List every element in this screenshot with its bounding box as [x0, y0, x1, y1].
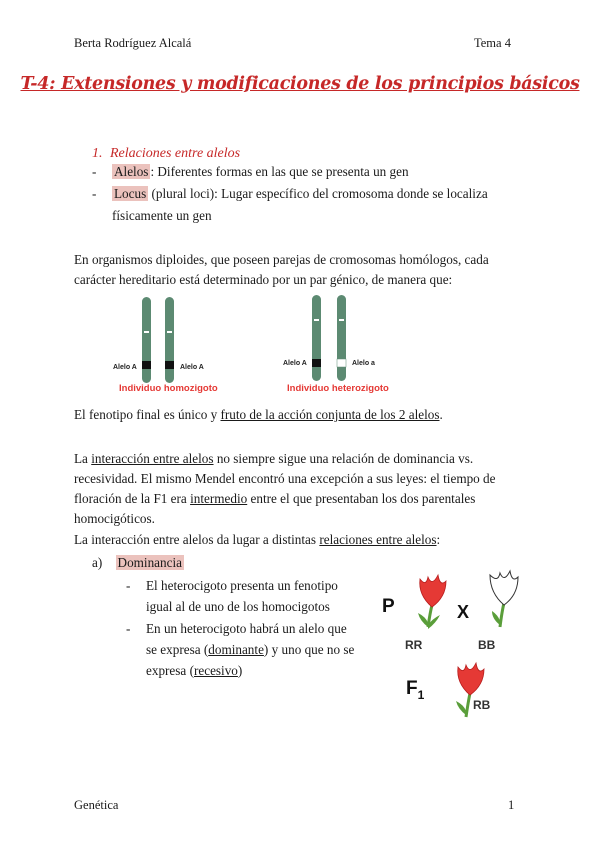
- bullet-text: expresa (: [146, 663, 194, 678]
- bullet-locus: [92, 184, 488, 204]
- dom-bullet1-line2: igual al de uno de los homocigotos: [146, 599, 330, 614]
- stem: [466, 693, 470, 717]
- para3-line2: recesividad. El mismo Mendel encontró una excepción a sus leyes: el tiempo de: [74, 471, 496, 486]
- bullet-text: ): [237, 663, 243, 678]
- chromosome-right: [165, 297, 174, 383]
- homo-left-label: Alelo A: [113, 364, 137, 371]
- leaf: [418, 613, 428, 627]
- para3-text: :: [436, 532, 441, 547]
- footer-subject: Genética: [74, 798, 119, 812]
- label-p: P: [382, 596, 395, 617]
- bullet-text: El heterocigoto presenta un fenotipo: [146, 578, 338, 593]
- petals: [458, 663, 484, 695]
- centromere: [167, 331, 172, 333]
- para2-underlined: fruto de la acción conjunta de los 2 alelos: [220, 407, 440, 422]
- para3-text: entre el que presentaban los dos parentales: [247, 491, 476, 506]
- dom-bullet2-line3: [146, 661, 242, 681]
- dom-bullet2-line2: [146, 640, 354, 660]
- para3-text: floración de la F1 era: [74, 491, 191, 506]
- header-topic: Tema 4: [474, 36, 511, 50]
- homo-caption: Individuo homozigoto: [119, 383, 218, 394]
- label-f-sub: 1: [417, 687, 425, 702]
- hetero-right-label: Alelo a: [352, 360, 375, 367]
- allele-band: [165, 361, 174, 369]
- bullet-dash: -: [126, 621, 131, 636]
- para2-end: .: [439, 407, 443, 422]
- para1-line2: carácter hereditario está determinado por un par génico, de manera que:: [74, 272, 453, 287]
- para3-line3: [74, 489, 475, 509]
- label-x: X: [457, 602, 470, 622]
- term-alelos: Alelos: [114, 164, 149, 179]
- bullet-alelos: [92, 162, 409, 182]
- hetero-caption: Individuo heterozigoto: [287, 383, 389, 394]
- para2-text: El fenotipo final es único y: [74, 407, 221, 422]
- allele-band-recessive: [337, 359, 346, 367]
- bullet-dash: -: [126, 578, 131, 593]
- petals: [490, 571, 518, 605]
- allele-band: [312, 359, 321, 367]
- para3-underlined: interacción entre alelos: [91, 451, 214, 466]
- label-rr: RR: [405, 638, 423, 652]
- term-recesivo: recesivo: [193, 663, 238, 678]
- chromosome-left: [142, 297, 151, 383]
- bullet-text: se expresa (: [146, 642, 209, 657]
- flower-cross-figure: [370, 565, 530, 725]
- petals: [420, 575, 446, 607]
- label-f: F: [406, 678, 418, 699]
- bullet-text: (plural loci): Lugar específico del cromosoma donde se localiza: [148, 186, 488, 201]
- bullet-text: : Diferentes formas en las que se presenta un gen: [150, 164, 409, 179]
- para3-underlined: intermedio: [190, 491, 248, 506]
- leaf: [456, 701, 466, 715]
- para3-text: La interacción entre alelos da lugar a distintas: [74, 532, 320, 547]
- dom-bullet1-line1: [126, 576, 338, 596]
- para3-line1: [74, 449, 473, 469]
- homo-right-label: Alelo A: [180, 364, 204, 371]
- red-flower-rr: [418, 575, 446, 629]
- white-flower-bb: [490, 571, 518, 627]
- para2: [74, 405, 443, 425]
- centromere: [144, 331, 149, 333]
- heterozygous-pair: [312, 295, 346, 381]
- bullet-dash: -: [92, 186, 97, 201]
- homozygous-pair: [142, 297, 174, 383]
- para3-line4: homocigóticos.: [74, 511, 155, 526]
- page-title: T-4: Extensiones y modificaciones de los principios básicos: [20, 74, 580, 94]
- footer-page: 1: [508, 798, 515, 812]
- para3-text: La: [74, 451, 92, 466]
- chromosome-left: [312, 295, 321, 381]
- dom-bullet2-line1: [126, 619, 347, 639]
- dominancia-heading: [92, 553, 184, 573]
- section-number: 1.: [92, 146, 103, 161]
- allele-band: [142, 361, 151, 369]
- label-bb: BB: [478, 638, 496, 652]
- bullet-text: En un heterocigoto habrá un alelo que: [146, 621, 347, 636]
- header-author: Berta Rodríguez Alcalá: [74, 36, 192, 50]
- para3-line5: [74, 530, 440, 550]
- label-f1: [406, 678, 424, 702]
- term-dominancia: Dominancia: [117, 555, 182, 570]
- stem: [500, 603, 504, 627]
- bullet-locus-cont: físicamente un gen: [112, 208, 212, 223]
- centromere: [314, 319, 319, 321]
- hetero-left-label: Alelo A: [283, 360, 307, 367]
- bullet-text: ) y uno que no se: [263, 642, 355, 657]
- section-heading: [92, 146, 240, 162]
- chromosome-right: [337, 295, 346, 381]
- para1-line1: En organismos diploides, que poseen parejas de cromosomas homólogos, cada: [74, 252, 489, 267]
- para3-text: no siempre sigue una relación de dominancia vs.: [213, 451, 474, 466]
- label-rb: RB: [473, 698, 491, 712]
- leaf: [492, 611, 500, 625]
- bullet-dash: -: [92, 164, 97, 179]
- section-title: Relaciones entre alelos: [110, 146, 241, 161]
- para3-underlined: relaciones entre alelos: [319, 532, 437, 547]
- centromere: [339, 319, 344, 321]
- term-locus: Locus: [114, 186, 147, 201]
- term-dominante: dominante: [208, 642, 264, 657]
- list-marker: a): [92, 555, 103, 570]
